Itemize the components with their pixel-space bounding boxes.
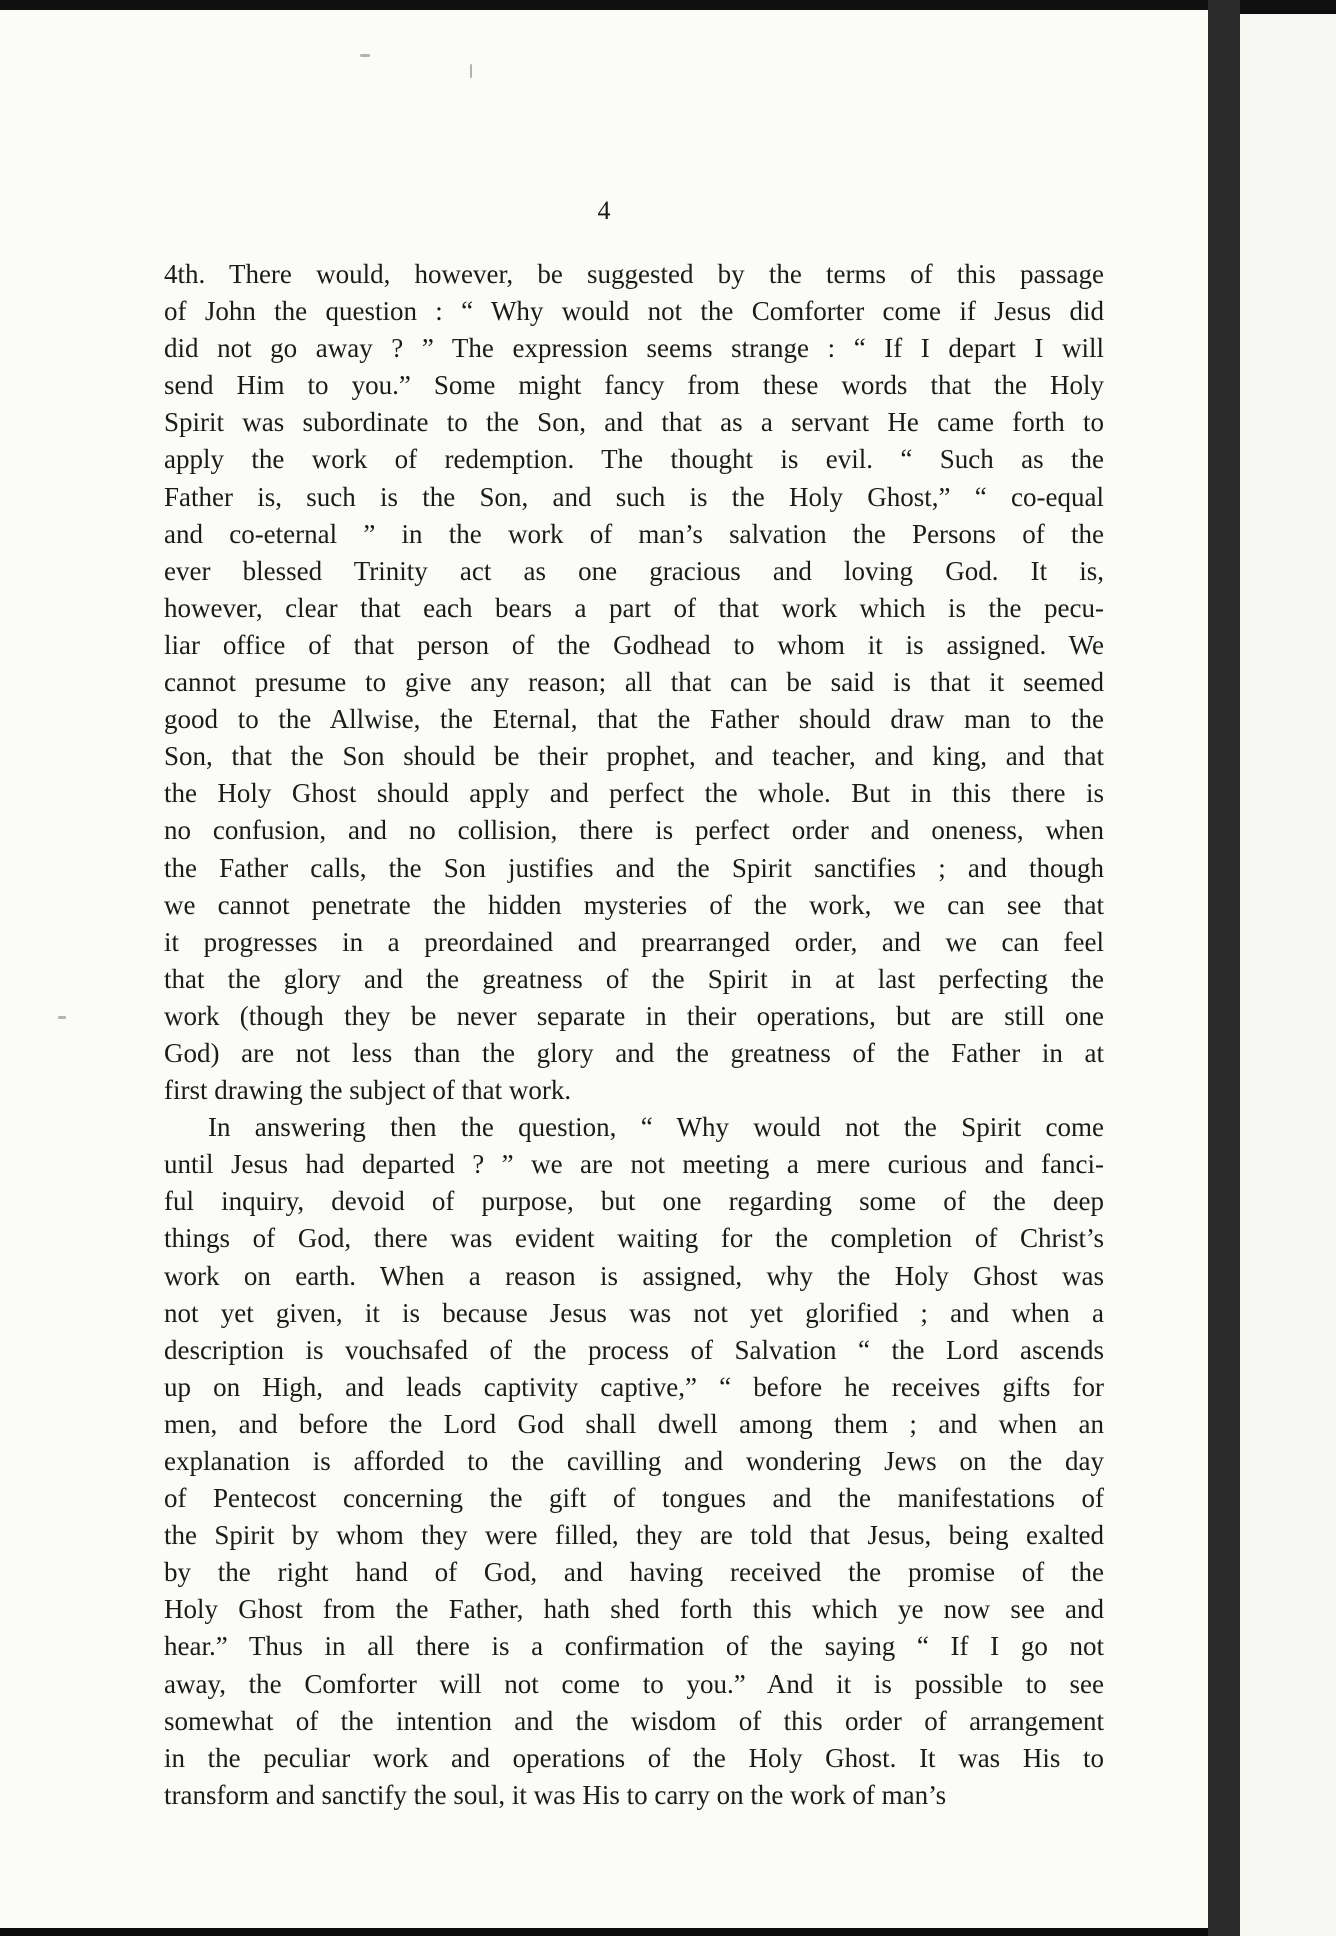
text-line: of Pentecost concerning the gift of tongues and the manifestations of [164,1483,1104,1514]
text-line: 4th. There would, however, be suggested by the terms of this passage [164,259,1104,289]
text-line: we cannot penetrate the hidden mysteries of the work, we can see that [164,889,1104,920]
text-line: the Father calls, the Son justifies and the Spirit sanctifies ; and though [164,852,1104,883]
text-line: however, clear that each bears a part of that work which is the pecu- [164,592,1104,623]
text-line: and co-eternal ” in the work of man’s salvation the Persons of the [164,518,1104,549]
text-line: Holy Ghost from the Father, hath shed forth this which ye now see and [164,1594,1104,1625]
text-line: Son, that the Son should be their prophet, and teacher, and king, and that [164,741,1104,772]
scan-top-border [0,0,1336,10]
book-gutter [1208,0,1240,1936]
text-line: it progresses in a preordained and prearranged order, and we can feel [164,926,1104,957]
text-line: Spirit was subordinate to the Son, and that as a servant He came forth to [164,407,1104,438]
text-line: liar office of that person of the Godhead to whom it is assigned. We [164,629,1104,660]
text-line: in the peculiar work and operations of the Holy Ghost. It was His to [164,1742,1104,1773]
body-text [164,256,1104,1814]
text-line: first drawing the subject of that work. [164,1075,572,1106]
text-line: the Spirit by whom they were filled, they are told that Jesus, being exalted [164,1520,1104,1551]
text-line: up on High, and leads captivity captive,” “ before he receives gifts for [164,1371,1104,1402]
text-line: of John the question : “ Why would not the Comforter come if Jesus did [164,296,1104,327]
page-number: 4 [597,196,611,225]
scan-speck [360,54,370,57]
text-line: things of God, there was evident waiting for the completion of Christ’s [164,1223,1104,1254]
text-line: cannot presume to give any reason; all that can be said is that it seemed [164,667,1104,698]
text-line: did not go away ? ” The expression seems strange : “ If I depart I will [164,333,1104,364]
text-line: In answering then the question, “ Why would not the Spirit come [208,1112,1104,1143]
text-line: away, the Comforter will not come to you.” And it is possible to see [164,1668,1104,1699]
book-page [0,10,1208,1928]
text-line: by the right hand of God, and having received the promise of the [164,1557,1104,1588]
text-line: the Holy Ghost should apply and perfect the whole. But in this there is [164,778,1104,809]
text-line: that the glory and the greatness of the Spirit in at last perfecting the [164,963,1104,994]
text-line: men, and before the Lord God shall dwell among them ; and when an [164,1408,1104,1439]
text-line: description is vouchsafed of the process of Salvation “ the Lord ascends [164,1334,1104,1365]
text-line: God) are not less than the glory and the greatness of the Father in at [164,1037,1104,1068]
text-line: ever blessed Trinity act as one gracious and loving God. It is, [164,555,1104,586]
text-line: explanation is afforded to the cavilling and wondering Jews on the day [164,1446,1104,1476]
text-line: apply the work of redemption. The thought is evil. “ Such as the [164,444,1104,475]
text-line: Father is, such is the Son, and such is the Holy Ghost,” “ co-equal [164,481,1104,512]
text-line: until Jesus had departed ? ” we are not meeting a mere curious and fanci- [164,1149,1104,1180]
text-line: ful inquiry, devoid of purpose, but one regarding some of the deep [164,1186,1104,1217]
text-line: transform and sanctify the soul, it was His to carry on the work of man’s [164,1779,947,1810]
text-line: send Him to you.” Some might fancy from these words that the Holy [164,370,1104,401]
scan-speck [470,64,472,78]
paragraph [164,256,1104,1109]
text-line: good to the Allwise, the Eternal, that the Father should draw man to the [164,704,1104,735]
text-line: not yet given, it is because Jesus was not yet glorified ; and when a [164,1297,1104,1328]
text-line: no confusion, and no collision, there is perfect order and oneness, when [164,815,1104,846]
paragraph [164,1109,1104,1814]
text-line: hear.” Thus in all there is a confirmation of the saying “ If I go not [164,1631,1104,1662]
next-page-edge [1240,14,1336,1936]
scan-speck [58,1016,66,1019]
text-line: work (though they be never separate in their operations, but are still one [164,1000,1104,1031]
text-line: work on earth. When a reason is assigned, why the Holy Ghost was [164,1260,1104,1291]
text-line: somewhat of the intention and the wisdom of this order of arrangement [164,1705,1104,1736]
